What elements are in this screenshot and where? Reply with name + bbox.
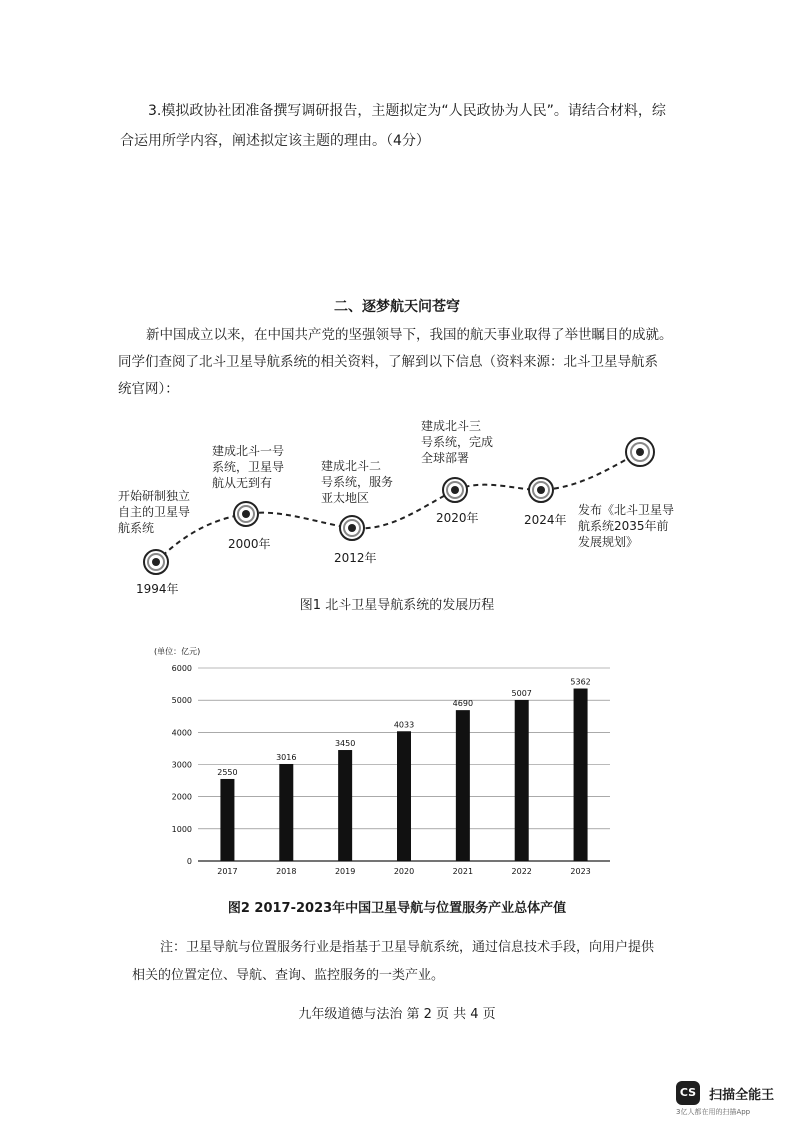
industry-output-chart [148, 640, 628, 880]
bar-value-label: 3450 [334, 739, 356, 749]
bar [456, 710, 470, 861]
question-3-line-2: 合运用所学内容，阐述拟定该主题的理由。（4分） [120, 133, 430, 149]
bar-value-label: 4033 [393, 720, 415, 730]
event-2000-year: 2000年 [228, 537, 271, 551]
bar-value-label: 5362 [570, 677, 591, 687]
y-tick-label: 6000 [171, 664, 192, 673]
x-tick-label: 2020 [393, 867, 415, 876]
bar [574, 689, 588, 861]
y-tick-label: 2000 [171, 792, 192, 802]
event-2012-year: 2012年 [334, 551, 377, 565]
intro-line-3: 统官网）： [118, 381, 179, 397]
timeline-node-2000 [234, 502, 258, 526]
x-tick-label: 2019 [334, 867, 356, 876]
y-tick-label: 1000 [171, 824, 192, 834]
x-tick-label: 2017 [217, 867, 238, 876]
event-2012-text: 建成北斗二 号系统，服务 亚太地区 [321, 459, 394, 505]
intro-line-1: 新中国成立以来，在中国共产党的坚强领导下，我国的航天事业取得了举世瞩目的成就。 [146, 327, 673, 343]
timeline-node-2024 [529, 478, 553, 502]
x-tick-label: 2021 [452, 867, 474, 876]
question-3 [120, 96, 680, 156]
bar [397, 731, 411, 861]
scanner-watermark [676, 1081, 782, 1117]
bar [220, 779, 234, 861]
bar [338, 750, 352, 861]
bar [515, 700, 529, 861]
x-tick-label: 2022 [511, 867, 532, 876]
bar-value-label: 2550 [217, 767, 238, 777]
event-1994-text: 开始研制独立 自主的卫星导 航系统 [118, 489, 191, 535]
bar [279, 764, 293, 861]
note-paragraph [132, 934, 692, 990]
camscanner-logo-icon: CS [676, 1081, 700, 1105]
event-2000-text: 建成北斗一号 系统，卫星导 航从无到有 [212, 444, 285, 490]
event-2020-year: 2020年 [436, 511, 479, 525]
timeline-node-2012 [340, 516, 364, 540]
timeline-node-future [626, 438, 654, 466]
intro-line-2: 同学们查阅了北斗卫星导航系统的相关资料，了解到以下信息（资料来源：北斗卫星导航系 [118, 354, 658, 370]
watermark-name: 扫描全能王 [709, 1087, 775, 1103]
page-footer: 九年级道德与法治 第 2 页 共 4 页 [298, 1007, 496, 1022]
event-2020-text: 建成北斗三 号系统，完成 全球部署 [421, 419, 494, 465]
y-tick-label: 4000 [171, 728, 192, 738]
event-2024-text: 发布《北斗卫星导 航系统2035年前 发展规划》 [578, 503, 675, 549]
bar-value-label: 4690 [452, 699, 474, 709]
figure-1-caption: 图1 北斗卫星导航系统的发展历程 [299, 598, 495, 613]
figure-2-caption: 图2 2017-2023年中国卫星导航与位置服务产业总体产值 [227, 901, 567, 916]
event-2024-year: 2024年 [524, 513, 567, 527]
bar-value-label: 3016 [276, 752, 297, 762]
bar-value-label: 5007 [511, 688, 532, 698]
intro-paragraph [118, 322, 678, 403]
note-line-1: 注：卫星导航与位置服务行业是指基于卫星导航系统，通过信息技术手段，向用户提供 [160, 940, 655, 955]
timeline-node-2020 [443, 478, 467, 502]
chart-unit-label: (单位：亿元) [154, 647, 201, 656]
x-tick-label: 2023 [570, 867, 591, 876]
y-tick-label: 0 [186, 857, 192, 866]
section-title: 二、逐梦航天问苍穹 [334, 299, 460, 315]
timeline-node-1994 [144, 550, 168, 574]
note-line-2: 相关的位置定位、导航、查询、监控服务的一类产业。 [132, 968, 445, 983]
y-tick-label: 3000 [171, 760, 192, 770]
x-tick-label: 2018 [276, 867, 297, 876]
y-tick-label: 5000 [171, 696, 192, 706]
watermark-subtitle: 3亿人都在用的扫描App [676, 1108, 751, 1116]
question-3-line-1: 3.模拟政协社团准备撰写调研报告，主题拟定为“人民政协为人民”。请结合材料，综 [148, 103, 666, 119]
event-1994-year: 1994年 [136, 582, 179, 596]
